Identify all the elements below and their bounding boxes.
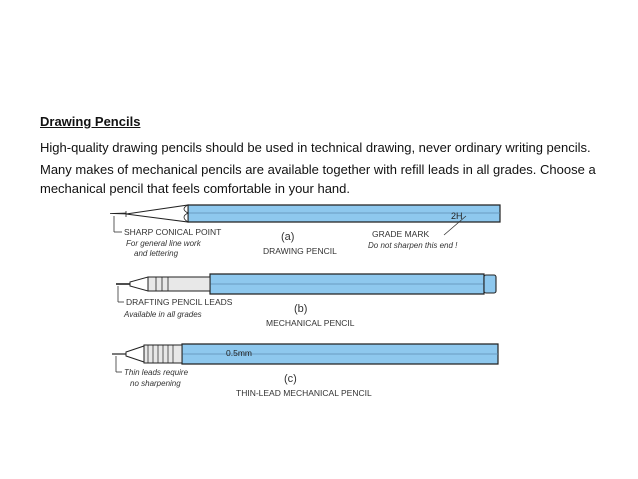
pencil-illustration	[96, 190, 516, 405]
paragraph-quality-pencils: High-quality drawing pencils should be used in technical drawing, never ordinary writing pencils.	[40, 140, 591, 155]
lead-size-stamp: 0.5mm	[226, 348, 252, 358]
label-c: (c)	[284, 373, 297, 385]
callout-thin-leads-note1: Thin leads require	[124, 368, 189, 377]
grade-stamp: 2H	[451, 211, 463, 221]
caption-thin-lead-pencil: THIN-LEAD MECHANICAL PENCIL	[236, 388, 372, 398]
drawing-pencil-wood-cone	[126, 205, 188, 222]
paragraph-mechanical-pencils: Many makes of mechanical pencils are available together with refill leads in all grades. Choose a mechanical pencil that feels comfortable in your hand.	[40, 162, 596, 196]
caption-drawing-pencil: DRAWING PENCIL	[263, 246, 337, 256]
text-block	[40, 112, 600, 201]
thin-lead-tip	[126, 346, 144, 362]
caption-mechanical-pencil: MECHANICAL PENCIL	[266, 318, 355, 328]
mechanical-pencil-cap	[484, 275, 496, 293]
mechanical-pencil-grip	[148, 277, 210, 291]
callout-sharp-point: SHARP CONICAL POINT	[124, 227, 222, 237]
mechanical-pencil	[116, 274, 496, 328]
drawing-pencil	[110, 205, 500, 258]
thin-lead-pencil	[112, 344, 498, 398]
pencil-illustration-svg	[96, 190, 516, 405]
mechanical-pencil-tip	[130, 277, 148, 291]
callout-leads-note: Available in all grades	[124, 310, 202, 319]
section-heading: Drawing Pencils	[40, 114, 141, 129]
callout-point-note2: and lettering	[134, 249, 179, 258]
drawing-pencil-lead-point	[110, 213, 126, 214]
callout-grade-mark: GRADE MARK	[372, 229, 430, 239]
label-a: (a)	[281, 231, 295, 243]
label-b: (b)	[294, 303, 308, 315]
callout-drafting-leads: DRAFTING PENCIL LEADS	[126, 297, 233, 307]
callout-grade-note: Do not sharpen this end !	[368, 241, 458, 250]
callout-thin-leads-note2: no sharpening	[130, 379, 181, 388]
callout-point-note1: For general line work	[126, 239, 201, 248]
